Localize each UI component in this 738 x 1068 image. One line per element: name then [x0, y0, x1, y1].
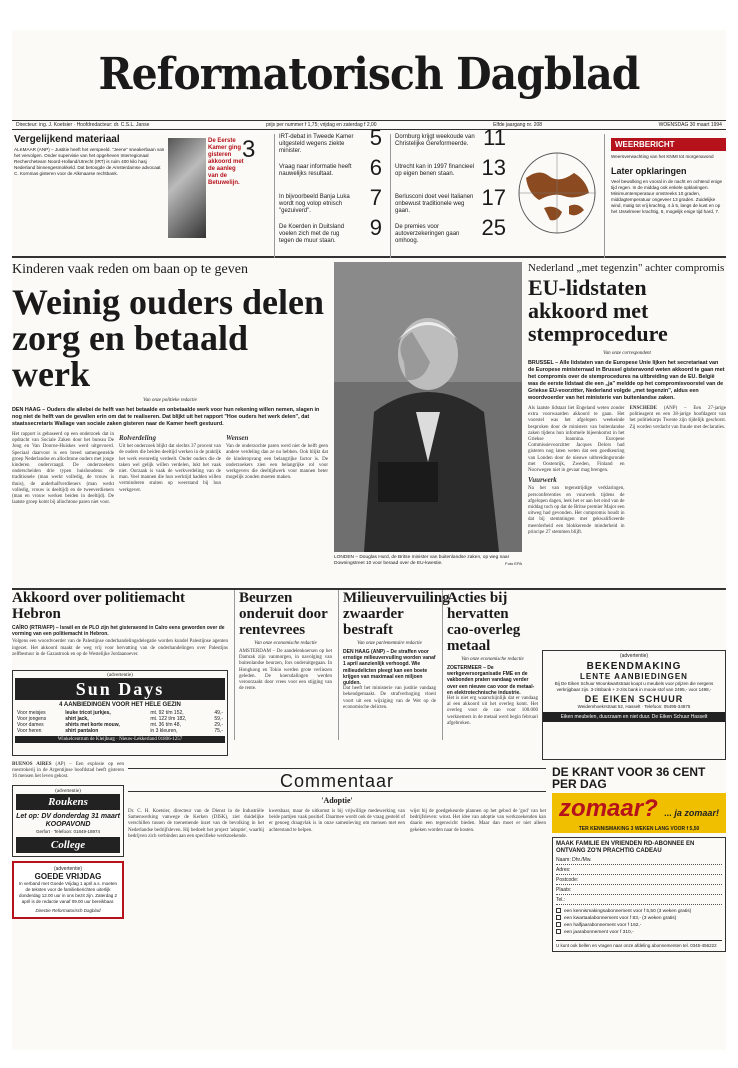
ad-cell-price: 49,- — [214, 710, 223, 716]
ad-row — [15, 728, 225, 734]
ad-bekend-text: Bij De Eiken Schuur Woonkwartstraat koopt u meubels voor prijzen die nergens verkrijgbaar zijn. 3-zitsbank + 2-zits bank in mooie stof van 2495,- voor 1498,- — [554, 681, 714, 692]
lead-subheading-1: Rolverdeling — [119, 434, 156, 442]
eu-byline: Van onze correspondent — [603, 351, 651, 356]
ad-bekendmaking[interactable] — [542, 650, 726, 760]
ad-cell-price: 29,- — [214, 722, 223, 728]
ad-college-logo: College — [16, 837, 120, 853]
commentaar-col1: Dr. C. H. Koetsier, directeur van de Dienst in de Industriële Samenwerking vanwege de Kerken (DISK), ziet duidelijke verschillen tussen de toenemende inzet van de bevolking in het Nederlandse bedrijfsleven. Hij bedoelt het project 'adoptie', waarbij bedrijven zich verbinden aan een specifieke werkzoekende. — [128, 809, 264, 839]
lead-intro: DEN HAAG – Ouders die allebei de helft van het betaalde en onbetaalde werk voor hun rekening willen nemen, slagen in nog niet de helft van de gevallen erin om dat te realiseren. Dat blijkt uit het rapport "Hoe ouders het werk delen", dat staatssecretaris Wallage van sociale zaken gisteren naar de Kamer heeft gestuurd. — [12, 407, 320, 427]
weather-heading: Later opklaringen — [611, 166, 687, 176]
ad-cell-desc: shirts met korte mouw, — [65, 722, 120, 728]
ad-cell-desc: leuke tricot jurkjes, — [65, 710, 111, 716]
form-field[interactable]: Naam: Dhr./Mw. — [556, 856, 722, 865]
teaser-item-text: Dornburg krijgt weekoude van Christelijke Gereformeerde. — [395, 134, 475, 147]
checkbox[interactable] — [556, 908, 561, 913]
form-footer: U kunt ook bellen en vragen naar onze afdeling abonnementen tel. 0345-456222 — [556, 940, 722, 948]
ad-goede-vrijdag[interactable] — [12, 861, 124, 919]
teaser-list-2 — [390, 125, 508, 258]
teaser-photo-caption[interactable] — [168, 134, 268, 258]
ad-roukens[interactable] — [12, 785, 124, 857]
acties-lead: ZOETERMEER – De werkgeversorganisatie FME en de vakbonden praten vandaag verder over een nieuwe cao voor de metaal- en elektrotechnische industrie. — [447, 665, 535, 696]
form-option[interactable] — [556, 915, 722, 922]
eu-article[interactable] — [528, 262, 726, 582]
bottom-left-column — [12, 762, 124, 1050]
teaser-page-number: 13 — [481, 155, 506, 180]
eu-body-col2 — [630, 406, 727, 536]
ad-cell-size: mt. 36 t/m 48, — [150, 722, 181, 728]
teaser-photo — [168, 138, 206, 238]
teaser-item-text: De premies voor autoverzekeringen gaan omhoog. — [395, 224, 460, 244]
teaser-page-number: 17 — [481, 185, 506, 210]
newspaper-front-page — [12, 30, 726, 1050]
photo-caption — [334, 555, 522, 567]
hebron-body: Volgens een woordvoerder van de Palestijnse onderhandelingsdelegatie worden kundel Palestijnse agenten ingezet. Het akkoord maakt de weg vrij voor hervatting van de onderhandelingen over Palestijns zelfbestuur in de Gazastrook en op de Westelijke Jordaanoever. — [12, 639, 228, 657]
acties-headline: Acties bij hervatten cao-overleg metaal — [447, 590, 521, 654]
form-field[interactable]: Postcode: — [556, 876, 722, 885]
eu-kicker: Nederland „met tegenzin" achter compromis — [528, 262, 725, 274]
ad-cell-desc: shirt pantalon — [65, 728, 99, 734]
acties-byline: Van onze economische redactie — [461, 657, 524, 662]
acties-body: Het is niet erg waarschijnlijk dat er vandaag al een akkoord uit het overleg komt. Het overleg voor de cao voor 100.000 werknemers in de metaal werd begin februari afgebroken. — [447, 696, 538, 726]
brief-buenos-aires-text: (AP) – Een explosie op een roestrokerij in de Argentijnse hoofdstad heeft gisteren 16 mensen het leven gekost. — [12, 762, 124, 780]
lead-byline: Van onze politieke redactie — [143, 398, 197, 403]
globe-graphic — [514, 138, 600, 248]
lead-body-2: Uit het onderzoek blijkt dat slechts 37 procent van de ouders die beiden deeltijd werken in de praktijk het werk evenredig verdeelt. Onder ouders die de taken wel gelijk willen verdelen, lukt het vaak niet. Oorzaak is vaak de werkverdeling van de man. Veel mannen die hun werktijd hadden willen verminderen stuiten op weerstand bij hun werkgever. — [119, 444, 221, 493]
commentaar-col2: kwetsbaar, maar de uitkomst is bij vrijwillige medewerking van beide partijen vaak positief. Daarmee wordt ook de vraag gesteld of er genoeg draagvlak is in onze samenleving om mensen met een achterstand te helpen. — [269, 809, 405, 833]
ad-bekend-subtitle: LENTE AANBIEDINGEN — [580, 672, 688, 681]
commentaar-columns — [128, 809, 546, 840]
teaser-text: ALKMAAR (ANP) – Justitie heeft het verspeeld. "Jeene" sneakerbaan van het vervolgen. Onder supervisie van het opgeheven Interregionaal Rechercheteam Noord-Holland/Utrecht (IRT) is ruim 400 kilo hasj Nederland binnengesmokkeld. Dat betoogde de Amsterdamse advocaat C. Kornmas gisteren voor de Alkmaarse rechtbank. — [14, 147, 165, 176]
teaser-item-text: IRT-debat in Tweede Kamer uitgesteld wegens ziekte minister. — [279, 134, 354, 154]
ad-cell-price: 59,- — [214, 716, 223, 722]
teaser-item-text: Vraag naar informatie heeft nauwelijks resultaat. — [279, 164, 352, 177]
form-field[interactable]: Plaats: — [556, 886, 722, 895]
teaser-page-number: 7 — [369, 185, 382, 210]
eu-body: Als laatste lidstaat liet Engeland weten zonder extra voorwaarden akkoord te gaan. Het voorstel was het afgelopen weekeinde besproken door de ministers van buitenlandse zaken tijdens hun informele bijeenkomst in het Griekse Ioannina. Europese Commissievoorzitter Jacques Delors had gisteren nog laten weten dat een goedkeuring van Londen door de nieuwe uitbreidingsronde met Oostenrijk, Zweden, Finland en Noorwegen niet in gevaar mag brengen. — [528, 406, 625, 474]
lead-kicker: Kinderen vaak reden om baan op te geven — [12, 262, 248, 277]
ad-sundays-footer: Winkelcentrum de Kleijburg · Nieuw-Lekkerland 01806-1257 — [15, 736, 225, 743]
beurzen-body: AMSTERDAM – De aandelenkoersen op het Damrak zijn vanmorgen, in navolging van buitenlandse beurzen, fors onderuitgegaan. In Hongkong en Tokio werden grote verliezen geleden. De koersdalingen werden veroorzaakt door vrees voor een stijging van de rente. — [239, 649, 332, 692]
ad-bekend-title: BEKENDMAKING — [586, 661, 682, 672]
ad-sundays-sub: 4 AANBIEDINGEN VOOR HET HELE GEZIN — [59, 702, 181, 708]
ad-cell-desc: shirt jack, — [65, 716, 89, 722]
teaser-page-number: 3 — [242, 136, 256, 163]
ad-cell-item: Voor jongens — [17, 716, 47, 722]
zomaar-sub: ... ja zomaar! — [664, 808, 719, 818]
hebron-lead: CAÏRO (RTR/AFP) – Israël en de PLO zijn het gisteravond in Caïro eens geworden over de vorming van een politiemacht in Hebron. — [12, 625, 225, 638]
checkbox[interactable] — [556, 929, 561, 934]
lead-body-columns — [12, 432, 328, 506]
lead-body-1: Het rapport is gebaseerd op een onderzoek dat in opdracht van Sociale Zaken door het bureau De Jong en Van Doorne-Huiskes werd uitgevoerd. Speciaal daarvoor is een breed samengestelde groep Nederlandse en allochtone ouders met jonge kinderen ondervraagd. De onderzoekers onderscheiden drie typen huishoudens: de traditionele (man werkt volledig, de vrouw is thuis), de anderhalfverdieners (man werkt volledig, vrouw is deeltijd) en de tweeverdieners (man en vrouw werken beiden in deeltijd). De laatste groep komt bij allochtone paren niet voor. — [12, 432, 114, 506]
info-price: prijs per nummer f 1,75; vrijdag en zaterdag f 2,00 — [265, 122, 377, 128]
ad-cell-item: Voor meisjes — [17, 710, 46, 716]
teaser-item-text: De Koerden in Duitsland voelen zich met de rug tegen de muur staan. — [279, 224, 345, 244]
commentaar-label: Commentaar — [128, 768, 546, 792]
beurzen-byline: Van onze economische redactie — [254, 641, 317, 646]
info-bar — [12, 120, 726, 130]
teaser-item-text: In bijvoorbeeld Banja Luka wordt nog volop etnisch "gezuiverd". — [279, 194, 350, 214]
lead-body-col2 — [119, 432, 221, 506]
brief-enschede: (ANP) – Een 27-jarige politieagent en een 38-jarige hoofdagent van het politiekorps Twente zijn tijdelijk geschorst. Zij worden verdacht van fraude met declaraties. — [629, 406, 727, 430]
ad-tag: (advertentie) — [53, 865, 83, 872]
milieu-lead: DEN HAAG (ANP) – De straffen voor ernstige milieuvervuiling worden vanaf 1 april aanzienlijk verhoogd. Wie milieudelicten pleegt kan een boete krijgen van maximaal een miljoen gulden. — [343, 649, 436, 687]
eu-body-columns — [528, 406, 726, 536]
ad-cell-size: mt. 92 t/m 152, — [150, 710, 184, 716]
checkbox[interactable] — [556, 922, 561, 927]
ad-sundays-logo: Sun Days — [15, 678, 225, 700]
teaser-page-number: 11 — [483, 125, 506, 150]
ad-tag: (advertentie) — [55, 788, 81, 794]
milieu-body: Dat heeft het ministerie van justitie vandaag bekendgemaakt. De strafverhoging vloeit voort uit een wijziging van de Wet op de economische delicten. — [343, 686, 436, 710]
article-milieu[interactable] — [338, 590, 450, 740]
ad-cell-price: 75,- — [214, 728, 223, 734]
checkbox[interactable] — [556, 915, 561, 920]
info-edition: Elfde jaargang nr. 208 — [493, 122, 543, 128]
ad-sundays[interactable] — [12, 670, 228, 756]
ad-cell-item: Voor heren — [17, 728, 42, 734]
masthead — [12, 30, 726, 120]
teaser-item-text: Utrecht kan in 1997 financieel op eigen benen staan. — [395, 164, 475, 177]
form-option-label: een jaarabonnement voor f 310,- — [564, 930, 634, 935]
eu-lead: BRUSSEL – Alle lidstaten van de Europese Unie lijken het secretariaat van de Europese ministerraad in Brussel gisteravond weten akkoord te gaan met het compromis over de stemprocedures na uitbreiding van de EU. België was de eerste lidstaat die een „ja" meldde op het compromisvoorstel van de Griekse EU-voorzitter, Nederland volgde „met tegenzin", aldus een woordvoerder van het ministerie van buitenlandse zaken. — [528, 360, 725, 401]
ad-bekend-address: Weidemhoekrstraat 52, Hasselt · Telefoon: 05495-34875 — [577, 704, 691, 709]
teaser-caption-text: De Eerste Kamer ging gisteren akkoord met de aanleg van de Betuwelijn. — [208, 138, 244, 186]
ad-bekend-company: DE EIKEN SCHUUR — [584, 694, 684, 704]
teaser-item-text: Berlusconi doet veel Italianen onbewust traditionele weg gaan. — [395, 194, 474, 214]
lead-body-3: Van de onderzochte paren werd niet de helft geen andere verdeling dan ze nu hebben. Ook blijkt dat de kinderopvang een belangrijke factor is. De onderzoekers zien een belangrijke rol voor werkgevers die deeltijdwerk voor mannen beter mogelijk zouden moeten maken. — [226, 444, 328, 481]
ad-cell-item: Voor dames — [17, 722, 44, 728]
teaser-vergelijkend[interactable] — [14, 134, 166, 258]
form-options — [556, 908, 722, 936]
eu-subheading: Vuurwerk — [528, 476, 557, 485]
milieu-headline: Milieuvervuiling zwaarder bestraft — [343, 590, 450, 638]
teaser-item[interactable] — [279, 155, 384, 194]
commentaar-section[interactable] — [128, 768, 546, 1050]
weather-text: Veel bewolking en vooral in de nacht en ochtend enige tijd regen. In de middag ook enkele opklaringen. Minimumtemperatuur omstreeks 10 graden, middagtemperatuur ongeveer 13 graden. Zuidelijke wind, matig tot vrij krachtig, 4 à 5, langs de kust en op het IJsselmeer krachtig, 6, mogelijk enige tijd hard, 7. — [611, 179, 723, 214]
photo-caption-text: LONDEN – Douglas Hurd, de Britse minister van buitenlandse zaken, op weg naar Downingstreet 10 voor beraad over de EU-kwestie. — [334, 555, 510, 566]
eu-body-2: Na het van tegenstrijdige verklaringen, persconferenties en vuurwerk tijdens de afgelopen dagen, leek het er aan het eind van de middag toch op dat de Britse premier Major een uitweg had gevonden. Het compromis houdt in dat bij stemmingen met gekwalificeerde meerderheid een blokkerende minderheid in principe 27 stemmen blijft. — [528, 486, 625, 535]
form-option[interactable] — [556, 922, 722, 929]
teaser-item[interactable] — [279, 215, 384, 254]
ad-vrijdag-footer: Directie Reformatorisch Dagblad — [35, 907, 101, 913]
info-date: WOENSDAG 30 maart 1994 — [658, 122, 722, 128]
ad-cell-size: mt. 122 t/m 182, — [150, 716, 187, 722]
form-title: MAAK FAMILIE EN VRIENDEN RD-ABONNEE EN ONTVANG ZO'N PRACHTIG CADEAU — [556, 841, 695, 854]
lead-article[interactable] — [12, 262, 328, 582]
main-photo[interactable] — [334, 262, 522, 582]
lead-headline: Weinig ouders delen zorg en betaald werk — [12, 282, 325, 394]
ad-roukens-phone: Gerfort · Telefoon: 01849-18974 — [36, 828, 100, 834]
brief-buenos-aires[interactable] — [12, 762, 124, 781]
teaser-item[interactable] — [395, 215, 508, 254]
lead-body-col3 — [226, 432, 328, 506]
milieu-byline: Van onze parlementaire redactie — [357, 641, 422, 646]
commentaar-col3: wijst bij de goedgekeurde plannen op het gebod de 'god' van het bedrijfsleven: winst. Het idee van adoptie van werkzoekenden kan daarin een tegenwicht bieden. Maar dan moet er niet alleen gekeken worden naar de kosten. — [410, 809, 546, 833]
weather-label: WEERBERICHT — [611, 138, 726, 151]
subscription-zomaar — [552, 793, 726, 825]
form-option[interactable] — [556, 929, 722, 936]
form-field[interactable]: Tel.: — [556, 896, 722, 905]
form-option-label: een kennismakingsabonnement voor f 5,50 (3 weken gratis) — [564, 909, 692, 914]
form-option-label: een kwartaalabonnement voor f 83,- (3 weken gratis) — [564, 916, 677, 921]
teaser-item[interactable] — [279, 185, 384, 224]
eu-body-col1 — [528, 406, 625, 536]
teaser-list-1 — [274, 125, 384, 258]
newspaper-title: Reformatorisch Dagblad — [98, 49, 640, 100]
ad-cell-size: in 3 kleuren, — [150, 728, 178, 734]
teaser-heading: Vergelijkend materiaal — [14, 134, 120, 145]
ad-tag: (advertentie) — [107, 673, 133, 678]
weather-box[interactable] — [604, 134, 726, 258]
ad-vrijdag-title: GOEDE VRIJDAG — [34, 871, 102, 881]
zomaar-text: zomaar? — [559, 795, 658, 822]
form-field[interactable]: Adres: — [556, 866, 722, 875]
form-option[interactable] — [556, 908, 722, 915]
article-beurzen[interactable] — [234, 590, 332, 740]
hebron-headline: Akkoord over politiemacht Hebron — [12, 590, 186, 622]
subscription-ad — [552, 766, 726, 1050]
subscription-headline: DE KRANT VOOR 36 CENT PER DAG — [552, 765, 706, 791]
subscription-offer: TER KENNISMAKING 3 WEKEN LANG VOOR f 5,50 — [552, 825, 726, 833]
form-option-label: een halfjaarabonnement voor f 162,- — [564, 923, 642, 928]
ad-vrijdag-text: In verband met Goede Vrijdag 1 april a.s. moeten de teksten voor de familieberichten uiterlijk donderdag 12.00 uur in ons bezit zijn. Zaterdag 2 april is de redactie vanaf 09.00 uur bereikbaar. — [18, 880, 118, 904]
ad-roukens-text: Let op: DV donderdag 31 maart KOOPAVOND — [16, 812, 120, 828]
ad-sundays-table — [15, 710, 225, 734]
form-fields — [556, 856, 722, 905]
photo-credit: Foto EPA — [505, 561, 522, 566]
brief-title-enschede: ENSCHEDE — [629, 406, 658, 411]
commentaar-title: 'Adoptie' — [321, 796, 353, 805]
teaser-page-number: 9 — [369, 215, 382, 240]
weather-subtitle: Weersverwachting van het KNMI tot morgenavond — [611, 154, 714, 159]
article-acties[interactable] — [442, 590, 538, 740]
ad-bekend-footer: Eiken meubelen, duurzaam en niet duur. De Eiken Schuur Hasselt — [543, 712, 725, 722]
teaser-page-number: 5 — [369, 125, 382, 150]
eu-headline: EU-lidstaten akkoord met stemprocedure — [528, 275, 668, 346]
teaser-page-number: 6 — [369, 155, 382, 180]
teaser-item[interactable] — [279, 125, 384, 164]
ad-roukens-logo: Roukens — [16, 794, 120, 810]
ad-tag: (advertentie) — [619, 653, 649, 659]
brief-title-buenos-aires: BUENOS AIRES — [12, 762, 52, 767]
info-directors: Directeur: ing. J. Koetsier · Hoofdredacteur: dr. C.S.L. Janse — [16, 122, 150, 128]
subscription-form — [552, 837, 726, 952]
teaser-page-number: 25 — [481, 215, 506, 240]
beurzen-headline: Beurzen onderuit door rentevrees — [239, 590, 328, 638]
lead-subheading-2: Wensen — [226, 434, 249, 442]
photo-douglas-hurd — [334, 262, 522, 552]
